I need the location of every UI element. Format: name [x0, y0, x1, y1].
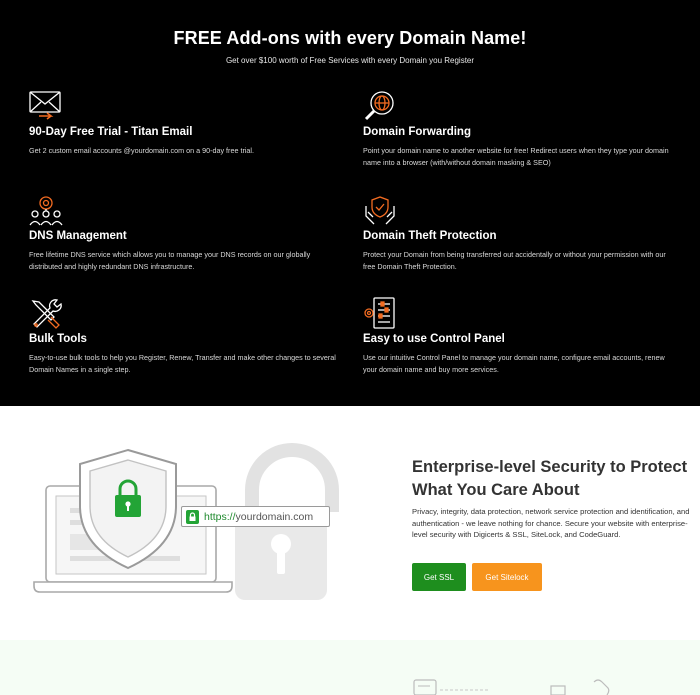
globe-search-icon [363, 90, 397, 124]
email-icon [29, 90, 63, 124]
feature-desc: Easy-to-use bulk tools to help you Register, Renew, Transfer and make other changes to several Domain Names in a single step. [29, 353, 336, 374]
next-section [0, 640, 700, 695]
security-description: Privacy, integrity, data protection, network service protection and identification, and authentication - we leave nothing for chance. Secure your website with enterprise-level security with Digicerts & SSL, SiteLock, and CodeGuard. [412, 507, 690, 540]
feature-title: Domain Forwarding [363, 126, 471, 138]
security-illustration [30, 442, 340, 602]
dns-network-icon [29, 194, 63, 228]
feature-title: DNS Management [29, 230, 127, 242]
shield-hands-icon [363, 194, 397, 228]
feature-title: Easy to use Control Panel [363, 333, 505, 345]
feature-title: Domain Theft Protection [363, 230, 497, 242]
url-bar [181, 506, 330, 527]
feature-desc: Free lifetime DNS service which allows you to manage your DNS records on our globally distributed and highly redundant DNS infrastructure. [29, 250, 311, 271]
feature-desc: Get 2 custom email accounts @yourdomain.com on a 90-day free trial. [29, 146, 255, 155]
feature-desc: Point your domain name to another website for free! Redirect users when they type your domain name into a browser (with/without domain masking & SEO) [363, 146, 669, 167]
feature-desc: Protect your Domain from being transferred out accidentally or without your permission with our free Domain Theft Protection. [363, 250, 666, 271]
tools-icon [29, 297, 63, 331]
get-sitelock-button[interactable]: Get Sitelock [472, 563, 542, 591]
control-panel-icon [363, 297, 397, 331]
get-ssl-button[interactable]: Get SSL [412, 563, 466, 591]
feature-desc: Use our intuitive Control Panel to manage your domain name, configure email accounts, renew your domain name and buy more services. [363, 353, 665, 374]
security-title: Enterprise-level Security to Protect What You Care About [412, 458, 688, 499]
process-icons-strip [0, 640, 700, 695]
feature-title: 90-Day Free Trial - Titan Email [29, 126, 193, 138]
url-domain: yourdomain.com [235, 510, 314, 523]
feature-title: Bulk Tools [29, 333, 87, 345]
url-protocol: https:// [204, 510, 236, 523]
addons-subtitle: Get over $100 worth of Free Services with every Domain you Register [225, 56, 475, 65]
lock-icon [186, 510, 199, 524]
addons-title: FREE Add-ons with every Domain Name! [173, 28, 527, 48]
